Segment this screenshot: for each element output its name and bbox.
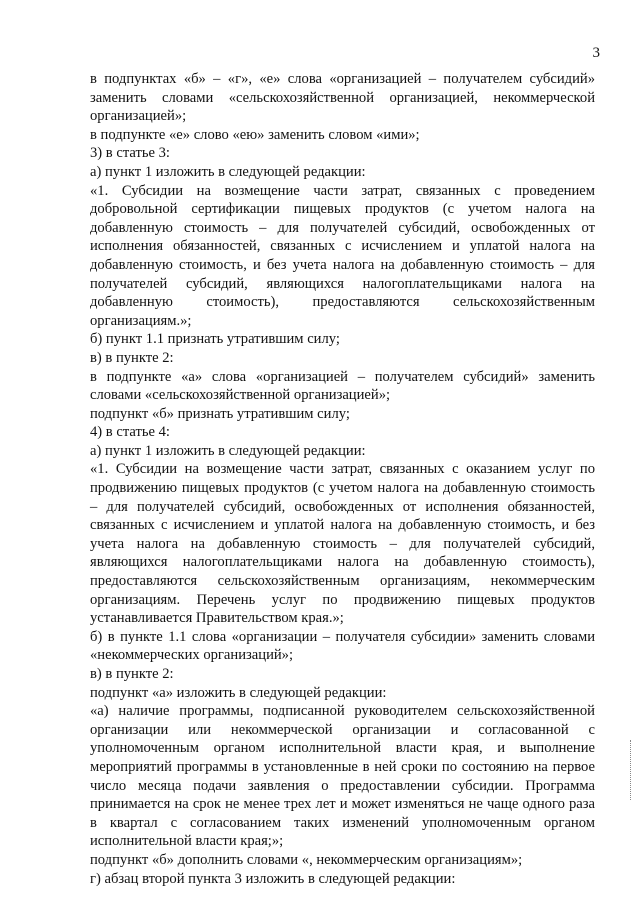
document-body [90,70,595,888]
paragraph-18: г) абзац второй пункта 3 изложить в следующей редакции: [90,870,456,887]
paragraph-17: подпункт «б» дополнить словами «, некоммерческим организациям»; [90,851,523,868]
paragraph-10: 4) в статье 4: [90,424,170,441]
paragraph-4: а) пункт 1 изложить в следующей редакции: [90,163,366,180]
page-number: 3 [592,45,600,61]
paragraph-15: подпункт «а» изложить в следующей редакции: [90,684,387,701]
paragraph-12: «1. Субсидии на возмещение части затрат, связанных с оказанием услуг по продвижению пищевых продуктов (с учетом налога на добавленную стоимость – для получателей субсидий, освобожденных от исполнения обязанностей, связанных с исчислением и уплатой налога на добавленную стоимость, и без учета налога на добавленную стоимость – для получателей субсидий, являющихся налогоплательщиками налога на добавленную стоимость), предоставляются сельскохозяйственным организациям, некоммерческим организациям. Перечень услуг по продвижению пищевых продуктов устанавливается Правительством края.»; [90,461,595,627]
paragraph-3: 3) в статье 3: [90,145,170,162]
paragraph-16: «а) наличие программы, подписанной руководителем сельскохозяйственной организации или некоммерческой организации и согласованной с уполномоченным органом исполнительной власти края, и выполнение мероприятий программы в установленные в ней сроки по состоянию на первое число месяца подачи заявления о предоставлении субсидии. Программа принимается на срок не менее трех лет и может изменяться не чаще одного раза в квартал с согласованием таких изменений уполномоченным органом исполнительной власти края;»; [90,703,595,850]
paragraph-2: в подпункте «е» слово «ею» заменить словом «ими»; [90,126,420,143]
paragraph-8: в подпункте «а» слова «организацией – получателем субсидий» заменить словами «сельскохозяйственной организацией»; [90,368,595,404]
paragraph-7: в) в пункте 2: [90,349,174,366]
paragraph-13: б) в пункте 1.1 слова «организации – получателя субсидии» заменить словами «некоммерческих организаций»; [90,628,595,664]
paragraph-11: а) пункт 1 изложить в следующей редакции: [90,442,366,459]
paragraph-9: подпункт «б» признать утратившим силу; [90,405,350,422]
paragraph-6: б) пункт 1.1 признать утратившим силу; [90,331,340,348]
paragraph-5: «1. Субсидии на возмещение части затрат, связанных с проведением добровольной сертификации пищевых продуктов (с учетом налога на добавленную стоимость – для получателей субсидий, освобожденных от исполнения обязанностей, связанных с исчислением и уплатой налога на добавленную стоимость, и без учета налога на добавленную стоимость – для получателей субсидий, являющихся налогоплательщиками налога на добавленную стоимость), предоставляются сельскохозяйственным организациям.»; [90,182,595,329]
paragraph-1: в подпунктах «б» – «г», «е» слова «организацией – получателем субсидий» заменить словами «сельскохозяйственной организацией, некоммерческой организацией»; [90,71,595,125]
paragraph-14: в) в пункте 2: [90,666,174,682]
scan-edge-marks [630,740,634,800]
